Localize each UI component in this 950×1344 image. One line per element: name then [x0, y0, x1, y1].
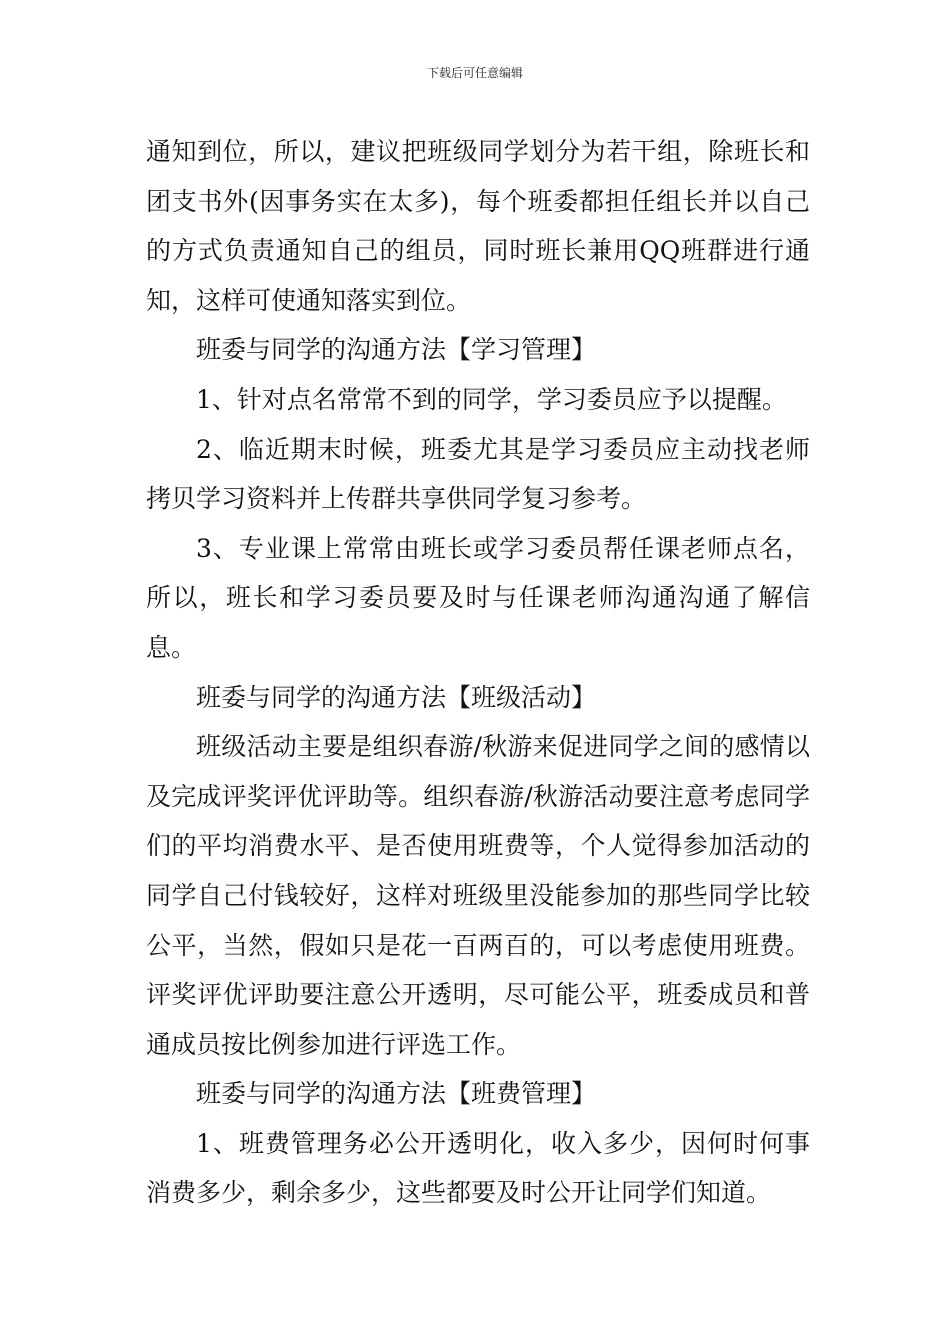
paragraph-study-2: 2、临近期末时候，班委尤其是学习委员应主动找老师拷贝学习资料并上传群共享供同学复习参考。	[146, 434, 810, 514]
paragraph-study-1: 1、针对点名常常不到的同学，学习委员应予以提醒。	[196, 384, 787, 414]
section-heading-study: 班委与同学的沟通方法【学习管理】	[196, 335, 597, 365]
section-heading-fee: 班委与同学的沟通方法【班费管理】	[196, 1079, 597, 1109]
document-body	[146, 127, 810, 1218]
paragraph-activity: 班级活动主要是组织春游/秋游来促进同学之间的感情以及完成评奖评优评助等。组织春游/秋游活动要注意考虑同学们的平均消费水平、是否使用班费等，个人觉得参加活动的同学自己付钱较好，这样对班级里没能参加的那些同学比较公平，当然，假如只是花一百两百的，可以考虑使用班费。评奖评优评助要注意公开透明，尽可能公平，班委成员和普通成员按比例参加进行评选工作。	[146, 732, 810, 1059]
paragraph-study-3: 3、专业课上常常由班长或学习委员帮任课老师点名，所以，班长和学习委员要及时与任课老师沟通沟通了解信息。	[146, 533, 810, 662]
page-header: 下载后可任意编辑	[426, 66, 523, 80]
section-heading-activity: 班委与同学的沟通方法【班级活动】	[196, 682, 597, 712]
paragraph-1: 通知到位，所以，建议把班级同学划分为若干组，除班长和团支书外(因事务实在太多)，每个班委都担任组长并以自己的方式负责通知自己的组员，同时班长兼用QQ班群进行通知，这样可使通知落实到位。	[146, 137, 810, 315]
paragraph-fee-1: 1、班费管理务必公开透明化，收入多少，因何时何事消费多少，剩余多少，这些都要及时公开让同学们知道。	[146, 1128, 810, 1208]
